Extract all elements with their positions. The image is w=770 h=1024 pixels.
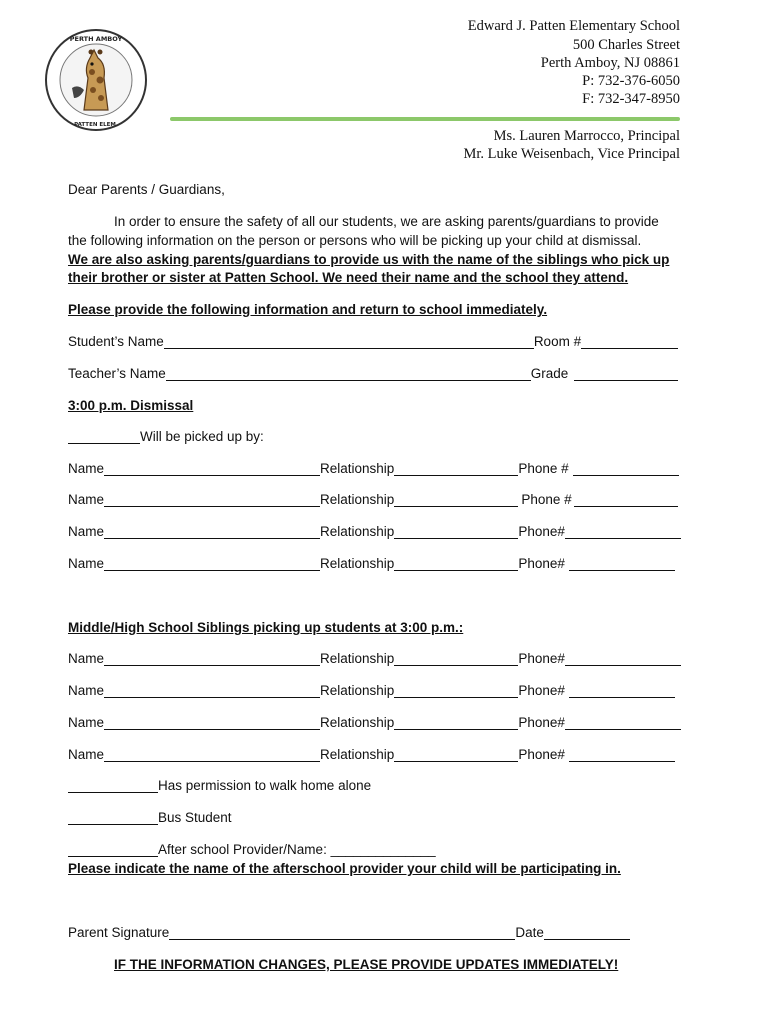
afterschool-field[interactable] <box>68 856 158 857</box>
svg-text:PATTEN ELEM.: PATTEN ELEM. <box>74 122 118 128</box>
school-city: Perth Amboy, NJ 08861 <box>540 55 680 71</box>
name-label: Name <box>68 683 105 698</box>
walk-home-field[interactable] <box>68 792 158 793</box>
name-label: Name <box>68 492 105 507</box>
name-field[interactable] <box>104 506 320 507</box>
grade-label: Grade <box>530 366 569 381</box>
afterschool-label: After school Provider/Name: ______________ <box>158 842 436 857</box>
picked-up-count-field[interactable] <box>68 443 140 444</box>
relationship-label: Relationship <box>320 747 395 762</box>
relationship-label: Relationship <box>320 715 395 730</box>
pickup-row <box>68 556 675 571</box>
phone-label: Phone # <box>521 492 572 507</box>
relationship-label: Relationship <box>320 524 395 539</box>
phone-field[interactable] <box>565 729 681 730</box>
intro-line-1: In order to ensure the safety of all our students, we are asking parents/guardians to provide <box>114 214 659 229</box>
school-name: Edward J. Patten Elementary School <box>467 18 680 34</box>
student-name-label: Student’s Name <box>68 334 164 349</box>
pickup-row <box>68 524 681 539</box>
afterschool-row <box>68 842 436 857</box>
principal-name: Ms. Lauren Marrocco, Principal <box>493 128 680 144</box>
siblings-request-line-2: their brother or sister at Patten School. We need their name and the school they attend. <box>68 270 629 285</box>
phone-label: Phone# <box>518 715 565 730</box>
relationship-label: Relationship <box>320 683 395 698</box>
teacher-name-label: Teacher’s Name <box>68 366 166 381</box>
school-phone: P: 732-376-6050 <box>582 73 680 89</box>
relationship-field[interactable] <box>394 665 518 666</box>
vice-principal-name: Mr. Luke Weisenbach, Vice Principal <box>463 146 680 162</box>
picked-up-row <box>68 429 264 444</box>
phone-field[interactable] <box>569 570 675 571</box>
bus-field[interactable] <box>68 824 158 825</box>
phone-label: Phone# <box>518 651 565 666</box>
student-name-field[interactable] <box>164 348 534 349</box>
relationship-label: Relationship <box>320 556 395 571</box>
relationship-field[interactable] <box>394 570 518 571</box>
relationship-field[interactable] <box>394 475 518 476</box>
name-field[interactable] <box>104 729 320 730</box>
date-field[interactable] <box>544 939 630 940</box>
bus-row <box>68 810 232 825</box>
sibling-row <box>68 747 675 762</box>
phone-field[interactable] <box>573 475 679 476</box>
dismissal-heading: 3:00 p.m. Dismissal <box>68 398 194 413</box>
relationship-label: Relationship <box>320 651 395 666</box>
walk-home-row <box>68 778 371 793</box>
phone-label: Phone# <box>518 524 565 539</box>
school-logo <box>44 28 148 132</box>
name-label: Name <box>68 461 105 476</box>
name-field[interactable] <box>104 538 320 539</box>
name-field[interactable] <box>104 570 320 571</box>
name-label: Name <box>68 556 105 571</box>
teacher-name-field[interactable] <box>166 380 531 381</box>
phone-label: Phone# <box>518 683 565 698</box>
name-field[interactable] <box>104 697 320 698</box>
date-label: Date <box>515 925 544 940</box>
room-label: Room # <box>533 334 582 349</box>
bus-label: Bus Student <box>158 810 232 825</box>
name-label: Name <box>68 715 105 730</box>
siblings-heading: Middle/High School Siblings picking up students at 3:00 p.m.: <box>68 620 464 635</box>
intro-line-2: the following information on the person or persons who will be picking up your child at dismissal. <box>68 233 642 248</box>
greeting: Dear Parents / Guardians, <box>68 182 225 197</box>
phone-label: Phone # <box>518 461 569 476</box>
relationship-field[interactable] <box>394 506 518 507</box>
name-label: Name <box>68 651 105 666</box>
room-field[interactable] <box>581 348 678 349</box>
afterschool-instruction: Please indicate the name of the afterschool provider your child will be participating in. <box>68 861 621 876</box>
name-label: Name <box>68 524 105 539</box>
signature-row <box>68 925 630 940</box>
sibling-row <box>68 715 681 730</box>
phone-label: Phone# <box>518 556 565 571</box>
signature-label: Parent Signature <box>68 925 170 940</box>
relationship-field[interactable] <box>394 538 518 539</box>
phone-field[interactable] <box>565 665 681 666</box>
pickup-row <box>68 492 678 507</box>
return-instruction: Please provide the following information and return to school immediately. <box>68 302 548 317</box>
school-street: 500 Charles Street <box>572 37 680 53</box>
name-field[interactable] <box>104 665 320 666</box>
signature-field[interactable] <box>169 939 515 940</box>
name-label: Name <box>68 747 105 762</box>
sibling-row <box>68 683 675 698</box>
teacher-name-row <box>68 366 678 381</box>
sibling-row <box>68 651 681 666</box>
school-fax: F: 732-347-8950 <box>582 91 680 107</box>
relationship-field[interactable] <box>394 761 518 762</box>
name-field[interactable] <box>104 761 320 762</box>
footer-notice: IF THE INFORMATION CHANGES, PLEASE PROVIDE UPDATES IMMEDIATELY! <box>114 957 619 972</box>
name-field[interactable] <box>104 475 320 476</box>
relationship-field[interactable] <box>394 729 518 730</box>
relationship-field[interactable] <box>394 697 518 698</box>
svg-text:PERTH AMBOY: PERTH AMBOY <box>69 35 123 43</box>
header-divider <box>170 117 680 121</box>
phone-label: Phone# <box>518 747 565 762</box>
grade-field[interactable] <box>574 380 678 381</box>
relationship-label: Relationship <box>320 461 395 476</box>
phone-field[interactable] <box>574 506 678 507</box>
phone-field[interactable] <box>569 761 675 762</box>
pickup-row <box>68 461 679 476</box>
picked-up-label: Will be picked up by: <box>140 429 264 444</box>
walk-home-label: Has permission to walk home alone <box>158 778 372 793</box>
relationship-label: Relationship <box>320 492 395 507</box>
phone-field[interactable] <box>565 538 681 539</box>
student-name-row <box>68 334 678 349</box>
siblings-request-line-1: We are also asking parents/guardians to provide us with the name of the siblings who pick up <box>68 252 670 267</box>
phone-field[interactable] <box>569 697 675 698</box>
